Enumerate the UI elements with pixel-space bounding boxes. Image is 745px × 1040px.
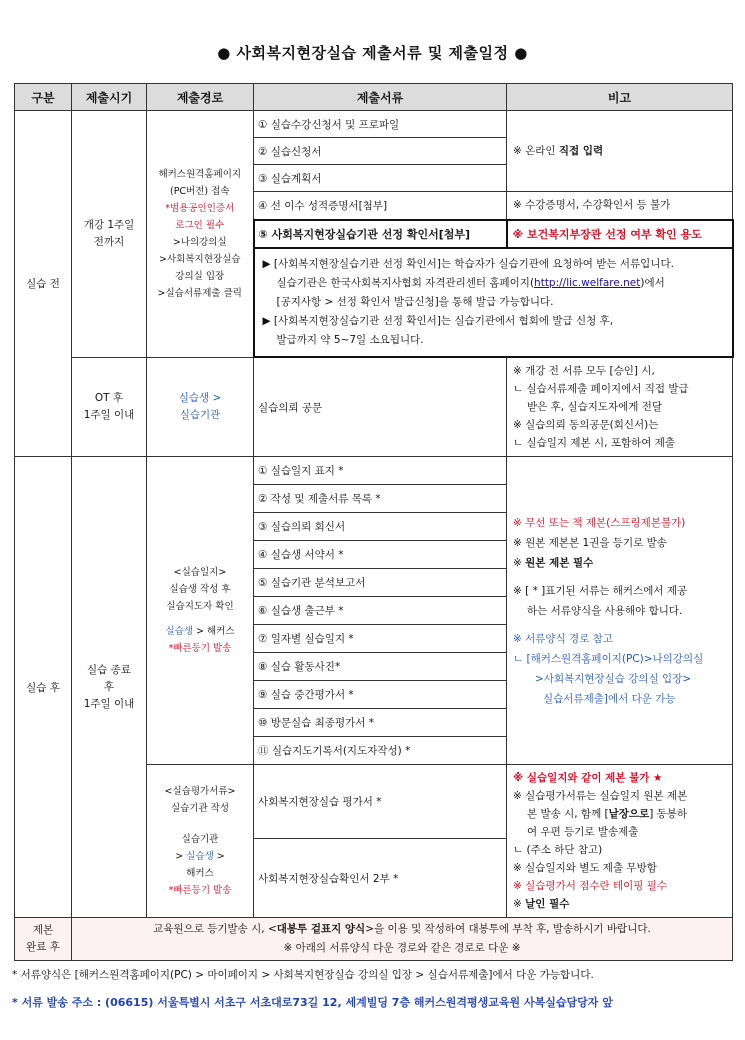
remark-evaluation: ※ 실습일지와 같이 제본 불가 ★ ※ 실습평가서류는 실습일지 원본 제본 본 발송 시, 함께 [낱장으로] 동봉하 여 우편 등기로 발송제출 ㄴ (주소 하단 참고) ※ 실습일지와 별도 제출 무방함 ※ 실습평가서 점수란 테이핑 필수 ※ 날인 필수 xyxy=(507,765,733,918)
doc-before-4: ④ 선 이수 성적증명서[첨부] xyxy=(254,192,507,221)
page-title: ● 사회복지현장실습 제출서류 및 제출일정 ● xyxy=(217,44,528,62)
selection-certificate-note: ▶ [사회복지현장실습기관 선정 확인서]는 학습자가 실습기관에 요청하여 받는 서류입니다. 실습기관은 한국사회복지사협회 자격관리센터 홈페이지(http://lic.welfare.net)에서 [공지사항 > 선정 확인서 발급신청]을 통해 발급 가능합니다. ▶ [사회복지현장실습기관 선정 확인서]는 실습기관에서 협회에 발급 신청 후, 발급까지 약 5~7일 소요됩니다. xyxy=(254,248,733,357)
doc-after-7: ⑦ 일자별 실습일지 * xyxy=(254,625,507,653)
doc-after-11: ⑪ 실습지도기록서(지도자작성) * xyxy=(254,737,507,765)
remark-transcript: ※ 수강증명서, 수강확인서 등 불가 xyxy=(507,192,733,221)
header-remarks: 비고 xyxy=(507,84,733,111)
route-before-1: 해커스원격홈페이지 (PC버전) 접속 *범용공인인증서 로그인 필수 >나의강의실 >사회복지현장실습 강의실 입장 >실습서류제출 클릭 xyxy=(147,111,254,358)
route-after-journal: <실습일지> 실습생 작성 후 실습지도자 확인 실습생 > 해커스 *빠른등기 발송 xyxy=(147,457,254,765)
route-before-2: 실습생 > 실습기관 xyxy=(147,357,254,457)
submission-table xyxy=(14,83,734,961)
doc-after-4: ④ 실습생 서약서 * xyxy=(254,541,507,569)
doc-before-5: ⑤ 사회복지현장실습기관 선정 확인서[첨부] xyxy=(254,220,507,248)
doc-confirmation: 사회복지현장실습확인서 2부 * xyxy=(254,839,507,918)
doc-before-3: ③ 실습계획서 xyxy=(254,165,507,192)
footnote-mailing-address: * 서류 발송 주소 : (06615) 서울특별시 서초구 서초대로73길 12, 세계빌딩 7층 해커스원격평생교육원 사복실습담당자 앞 xyxy=(12,996,613,1009)
timing-after: 실습 종료 후 1주일 이내 xyxy=(72,457,147,918)
doc-after-6: ⑥ 실습생 출근부 * xyxy=(254,597,507,625)
route-after-evaluation: <실습평가서류> 실습기관 작성 실습기관 > 실습생 > 해커스 *빠른등기 발송 xyxy=(147,765,254,918)
doc-request-letter: 실습의뢰 공문 xyxy=(254,357,507,457)
category-done: 제본 완료 후 xyxy=(15,918,72,961)
header-category: 구분 xyxy=(15,84,72,111)
timing-before-1: 개강 1주일 전까지 xyxy=(72,111,147,358)
doc-before-2: ② 실습신청서 xyxy=(254,138,507,165)
done-instructions: 교육원으로 등기발송 시, <대봉투 겉표지 양식>을 이용 및 작성하여 대봉투에 부착 후, 발송하시기 바랍니다. ※ 아래의 서류양식 다운 경로와 같은 경로로 다운 ※ xyxy=(72,918,733,961)
header-timing: 제출시기 xyxy=(72,84,147,111)
remark-ministry-check: ※ 보건복지부장관 선정 여부 확인 용도 xyxy=(507,220,733,248)
doc-after-9: ⑨ 실습 중간평가서 * xyxy=(254,681,507,709)
header-documents: 제출서류 xyxy=(254,84,507,111)
doc-after-1: ① 실습일지 표지 * xyxy=(254,457,507,485)
doc-after-8: ⑧ 실습 활동사진* xyxy=(254,653,507,681)
doc-evaluation: 사회복지현장실습 평가서 * xyxy=(254,765,507,839)
doc-before-1: ① 실습수강신청서 및 프로파일 xyxy=(254,111,507,138)
doc-after-5: ⑤ 실습기관 분석보고서 xyxy=(254,569,507,597)
remark-online-input: ※ 온라인 직접 입력 xyxy=(507,111,733,192)
remark-request-letter: ※ 개강 전 서류 모두 [승인] 시, ㄴ 실습서류제출 페이지에서 직접 발급 받은 후, 실습지도자에게 전달 ※ 실습의뢰 동의공문(회신서)는 ㄴ 실습일지 제본 시, 포함하여 제출 xyxy=(507,357,733,457)
header-route: 제출경로 xyxy=(147,84,254,111)
welfare-link[interactable]: http://lic.welfare.net xyxy=(534,277,641,289)
category-before: 실습 전 xyxy=(15,111,72,457)
footnote-form-download: * 서류양식은 [해커스원격홈페이지(PC) > 마이페이지 > 사회복지현장실습 강의실 입장 > 실습서류제출]에서 다운 가능합니다. xyxy=(12,969,594,981)
header-row xyxy=(15,84,733,111)
category-after: 실습 후 xyxy=(15,457,72,918)
remark-journal: ※ 무선 또는 책 제본(스프링제본불가) ※ 원본 제본본 1권을 등기로 발송 ※ 원본 제본 필수 ※ [ * ]표기된 서류는 해커스에서 제공 하는 서류양식을 사용해야 합니다. ※ 서류양식 경로 참고 ㄴ [해커스원격홈페이지(PC)>나의강의실 >사회복지현장실습 강의실 입장> 실습서류제출]에서 다운 가능 xyxy=(507,457,733,765)
timing-before-2: OT 후 1주일 이내 xyxy=(72,357,147,457)
doc-after-10: ⑩ 방문실습 최종평가서 * xyxy=(254,709,507,737)
doc-after-3: ③ 실습의뢰 회신서 xyxy=(254,513,507,541)
doc-after-2: ② 작성 및 제출서류 목록 * xyxy=(254,485,507,513)
